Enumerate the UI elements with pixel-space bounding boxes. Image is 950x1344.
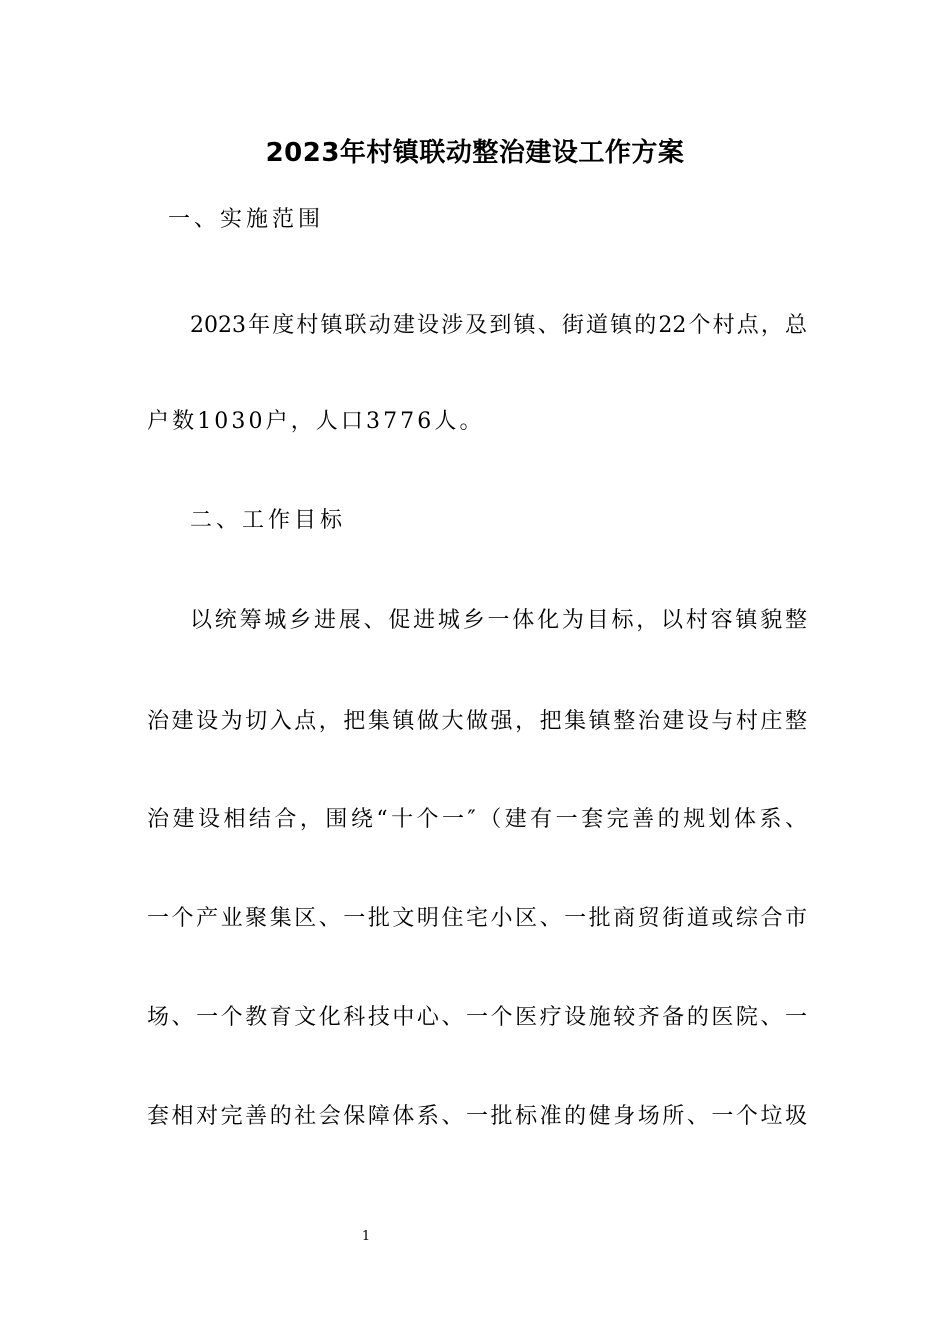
paragraph-line: 一个产业聚集区、一批文明住宅小区、一批商贸街道或综合市 bbox=[147, 906, 807, 931]
paragraph-line: 户数1030户，人口3776人。 bbox=[147, 409, 485, 434]
paragraph-line: 治建设为切入点，把集镇做大做强，把集镇整治建设与村庄整 bbox=[147, 709, 807, 734]
paragraph-line: 套相对完善的社会保障体系、一批标准的健身场所、一个垃圾 bbox=[147, 1104, 807, 1129]
paragraph-line: 2023年度村镇联动建设涉及到镇、街道镇的22个村点，总 bbox=[190, 313, 807, 338]
document-title: 2023年村镇联动整治建设工作方案 bbox=[265, 138, 685, 168]
paragraph-line: 治建设相结合，围绕“十个一″（建有一套完善的规划体系、 bbox=[147, 807, 807, 832]
paragraph-line: 以统筹城乡进展、促进城乡一体化为目标，以村容镇貌整 bbox=[190, 608, 807, 633]
paragraph-line: 场、一个教育文化科技中心、一个医疗设施较齐备的医院、一 bbox=[147, 1005, 807, 1030]
section-heading-goals: 二、工作目标 bbox=[190, 508, 347, 533]
section-heading-scope: 一、实施范围 bbox=[168, 207, 325, 232]
page-number: 1 bbox=[361, 1229, 371, 1244]
